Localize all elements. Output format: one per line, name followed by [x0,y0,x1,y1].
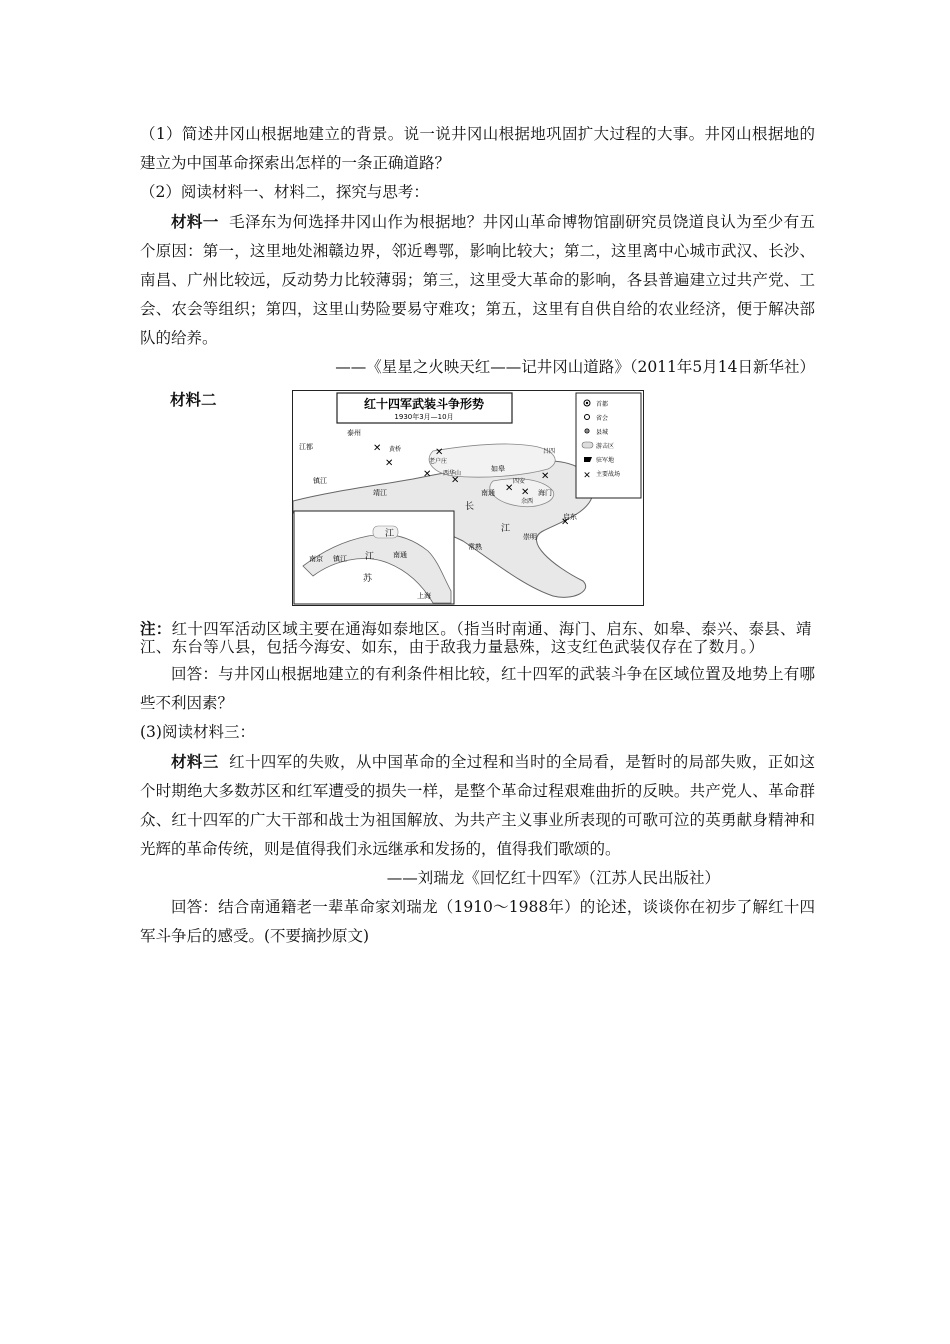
battle-mark: ✕ [521,487,530,498]
legend-station: 驻军地 [596,457,615,464]
place-label: 老户庄 [429,458,448,465]
place-label: 南通 [481,489,495,497]
note-label: 注： [140,619,172,638]
material-1-source: ——《星星之火映天红——记井冈山道路》（2011年5月14日新华社） [335,358,815,376]
material-3-label: 材料三 [171,752,219,771]
battle-mark: ✕ [423,469,432,480]
note-text: 红十四军活动区域主要在通海如泰地区。（指当时南通、海门、启东、如皋、泰兴、泰县、靖江、东台等八县，包括今海安、如东，由于敌我力量悬殊，这支红色武装仅存在了数月。） [140,620,812,656]
place-label: 吕四 [543,448,556,455]
map-subtitle: 1930年3月—10月 [394,413,454,421]
material-2-label: 材料二 [170,390,217,409]
material-2 [140,386,815,618]
legend-guerrilla: 游击区 [596,443,615,450]
place-label: 镇江 [313,477,327,485]
map-note [140,620,815,656]
material-3-text: 红十四军的失败，从中国革命的全过程和当时的全局看，是暂时的局部失败，正如这个时期绝大多数苏区和红军遭受的损失一样，是整个革命过程艰难曲折的反映。共产党人、革命群众、红十四军的广大干部和战士为祖国解放、为共产主义事业所表现的可歌可泣的英勇献身精神和光辉的革命传统，则是值得我们永远继承和发扬的，值得我们歌颂的。 [140,753,815,858]
place-label: 余西 [521,498,534,505]
place-label: 如皋 [491,465,505,473]
place-label: 镇江 [333,555,347,563]
material-3 [140,747,815,864]
river-label: 江 [501,524,511,534]
legend-capital: 首都 [596,401,609,408]
question-2: （2）阅读材料一、材料二，探究与思考： [140,183,429,201]
place-label: 江都 [299,443,313,451]
battle-icon: ✕ [583,471,591,481]
place-label: 上海 [417,592,431,600]
legend-battle: 主要战场 [596,471,621,478]
river-label: 江 [365,552,375,562]
place-label: 海门 [538,489,552,497]
answer-1: 回答：与井冈山根据地建立的有利条件相比较，红十四军的武装斗争在区域位置及地势上有哪些不利因素？ [140,665,815,712]
place-label: 崇明 [523,533,537,541]
historical-map [292,390,644,606]
place-label: 黄桥 [389,446,402,453]
battle-mark: ✕ [561,517,570,528]
battle-mark: ✕ [373,443,382,454]
battle-mark: ✕ [385,458,394,469]
material-3-source: ——刘瑞龙《回忆红十四军》（江苏人民出版社） [386,869,720,887]
document-page [140,120,815,951]
material-1-label: 材料一 [171,212,219,231]
material-1 [140,207,815,353]
place-label: 泰州 [347,429,361,437]
legend-province: 省会 [596,415,609,422]
place-label: 西华山 [443,470,462,477]
place-label: 靖江 [373,489,387,497]
map-title: 红十四军武装斗争形势 [363,397,485,411]
region-label: 苏 [363,574,373,584]
material-1-text: 毛泽东为何选择井冈山作为根据地？井冈山革命博物馆副研究员饶道良认为至少有五个原因：第一，这里地处湘赣边界，邻近粤鄂，影响比较大；第二，这里离中心城市武汉、长沙、南昌、广州比较远，反动势力比较薄弱；第三，这里受大革命的影响，各县普遍建立过共产党、工会、农会等组织；第四，这里山势险要易守难攻；第五，这里有自供自给的农业经济，便于解决部队的给养。 [140,213,815,347]
place-label: 南通 [393,551,407,559]
river-label: 江 [385,529,395,539]
map-figure [293,391,643,605]
guerrilla-icon [582,442,593,448]
battle-mark: ✕ [541,471,550,482]
battle-mark: ✕ [435,447,444,458]
question-1: （1）简述井冈山根据地建立的背景。说一说井冈山根据地巩固扩大过程的大事。井冈山根据地的建立为中国革命探索出怎样的一条正确道路？ [140,125,815,172]
place-label: 常熟 [468,543,482,551]
battle-mark: ✕ [505,483,514,494]
place-label: 四安 [513,478,526,485]
legend-county: 县城 [596,429,609,436]
place-label: 南京 [309,555,323,563]
river-label: 长 [465,502,475,512]
battle-mark: ✕ [451,475,460,486]
answer-2: 回答：结合南通籍老一辈革命家刘瑞龙（1910～1988年）的论述，谈谈你在初步了解红十四军斗争后的感受。(不要摘抄原文) [140,898,815,945]
place-label: 启东 [563,513,577,521]
question-3: (3)阅读材料三： [140,723,255,741]
